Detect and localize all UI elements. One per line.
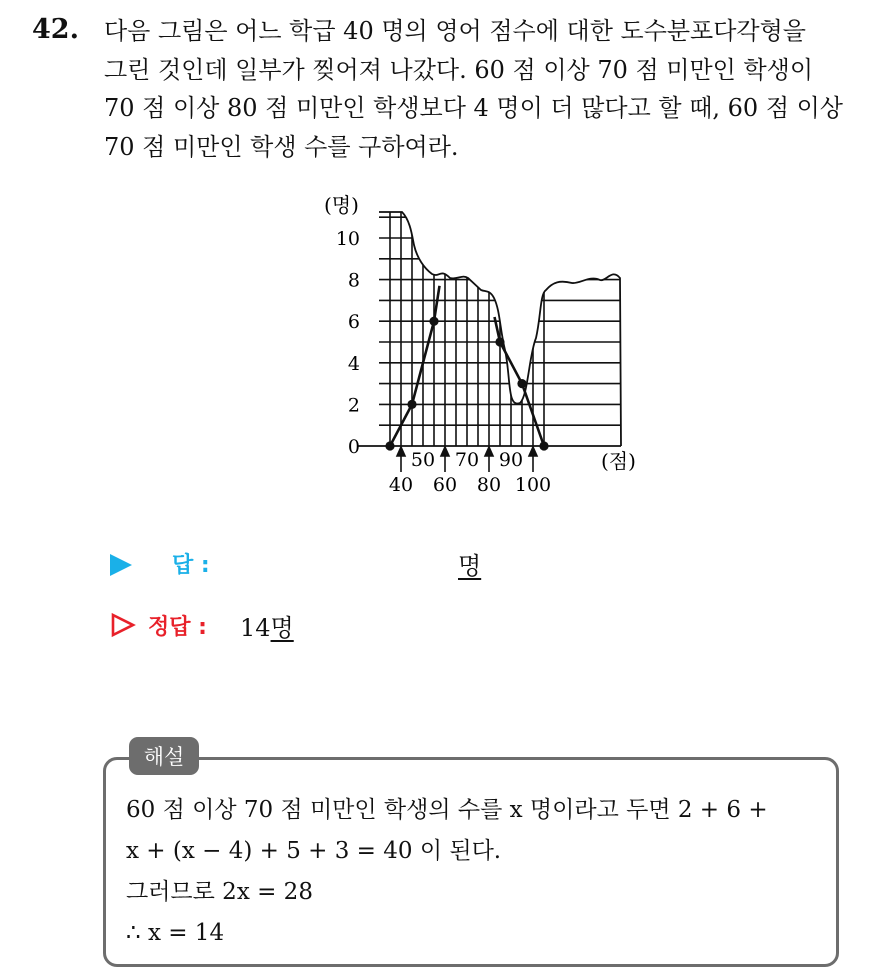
solution-line: 60 점 이상 70 점 미만인 학생의 수를 x 명이라고 두면 2 + 6 + [126, 797, 768, 823]
y-tick-label: 0 [347, 436, 360, 458]
data-point [407, 400, 416, 409]
series-line-left [390, 286, 440, 446]
y-tick-label: 4 [347, 352, 360, 375]
x-tick-label-bottom: 60 [432, 474, 458, 496]
x-tick-label-top: 50 [410, 449, 436, 471]
data-point [539, 441, 548, 450]
x-tick-label-bottom: 80 [476, 474, 502, 496]
correct-value [240, 608, 294, 643]
tick-arrow-head [529, 447, 537, 456]
correct-label: 정답 : [148, 615, 207, 640]
question-line: 다음 그림은 어느 학급 40 명의 영어 점수에 대한 도수분포다각형을 [104, 17, 806, 45]
y-tick-label: 2 [347, 394, 360, 417]
y-tick-label: 6 [347, 311, 360, 334]
solution-line: ∴ x = 14 [126, 920, 225, 946]
correct-number: 14 [240, 614, 271, 642]
solution-line: x + (x − 4) + 5 + 3 = 40 이 된다. [126, 838, 502, 864]
question-line: 70 점 미만인 학생 수를 구하여라. [104, 132, 459, 161]
solution-line: 그러므로 2x = 28 [126, 879, 313, 905]
x-axis-label: (점) [601, 449, 636, 473]
question-number: 42. [32, 14, 79, 45]
x-tick-label-bottom: 100 [514, 474, 552, 496]
tick-arrow-head [397, 447, 405, 456]
data-point [517, 379, 526, 388]
x-tick-labels [389, 449, 551, 496]
x-tick-label-top: 70 [454, 449, 480, 471]
answer-row [110, 548, 710, 582]
x-tick-label-bottom: 40 [388, 474, 414, 496]
correct-unit: 명 [270, 614, 294, 642]
tick-arrow-head [485, 447, 493, 456]
question-text [104, 12, 864, 166]
frequency-polygon-chart [318, 190, 648, 500]
y-tick-label: 10 [335, 228, 360, 250]
answer-unit: 명 [458, 552, 482, 580]
correct-answer-row [110, 608, 710, 644]
question-line: 그린 것인데 일부가 찢어져 나갔다. 60 점 이상 70 점 미만인 학생이 [104, 55, 814, 84]
tick-arrow-head [441, 447, 449, 456]
y-tick-labels [336, 228, 360, 458]
outline-triangle-icon [110, 612, 136, 638]
data-point [429, 317, 438, 326]
data-point [385, 441, 394, 450]
solution-tag: 해설 [129, 737, 199, 775]
solution-text [126, 790, 826, 954]
question-line: 70 점 이상 80 점 미만인 학생보다 4 명이 더 많다고 할 때, 60 점 이상 [104, 94, 843, 122]
y-axis-label: (명) [324, 193, 359, 217]
x-tick-label-top: 90 [498, 449, 524, 471]
y-tick-label: 8 [347, 269, 360, 292]
play-triangle-icon [110, 554, 132, 576]
answer-label: 답 : [172, 553, 210, 578]
data-point [495, 337, 504, 346]
